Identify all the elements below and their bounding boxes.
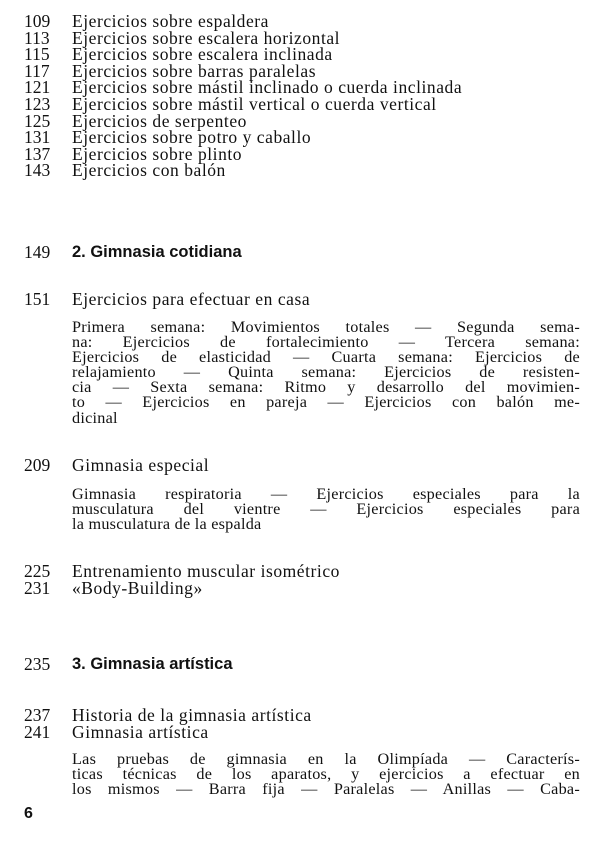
summary-line: los mismos — Barra fija — Paralelas — Anillas — Caba- bbox=[72, 780, 580, 799]
toc-entry-summary bbox=[72, 320, 580, 426]
summary-line: musculatura del vientre — Ejercicios especiales para bbox=[72, 500, 580, 519]
toc-entry-title: Ejercicios de serpenteo bbox=[72, 110, 247, 131]
chapter-title: 3. Gimnasia artística bbox=[72, 655, 233, 673]
toc-entry-title: Historia de la gimnasia artística bbox=[72, 705, 312, 725]
toc-page-number: 237 bbox=[24, 705, 51, 725]
toc-page-number: 121 bbox=[24, 77, 51, 98]
summary-line: cia — Sexta semana: Ritmo y desarrollo del movimien- bbox=[72, 378, 580, 397]
toc-entry-title: Ejercicios sobre potro y caballo bbox=[72, 127, 312, 148]
toc-page-number: 123 bbox=[24, 94, 51, 114]
summary-line: dicinal bbox=[72, 408, 118, 427]
summary-line: Primera semana: Movimientos totales — Segunda sema- bbox=[72, 318, 580, 336]
toc-entry-title: Ejercicios sobre escalera horizontal bbox=[72, 27, 341, 48]
toc-entry-title: Ejercicios para efectuar en casa bbox=[72, 289, 311, 309]
toc-page-number: 209 bbox=[24, 455, 51, 475]
toc-entry-title: Ejercicios con balón bbox=[72, 160, 226, 181]
toc-page-number: 231 bbox=[24, 577, 51, 598]
toc-page-number: 125 bbox=[24, 110, 51, 131]
toc-page-number: 137 bbox=[24, 143, 51, 164]
toc-entry-title: Gimnasia especial bbox=[72, 455, 210, 475]
summary-line: na: Ejercicios de fortalecimiento — Tercera semana: bbox=[72, 333, 580, 352]
toc-page-number: 109 bbox=[24, 11, 51, 31]
chapter-title: 2. Gimnasia cotidiana bbox=[72, 243, 242, 261]
summary-line: Las pruebas de gimnasia en la Olimpíada — Caracterís- bbox=[72, 750, 580, 768]
toc-page-number: 225 bbox=[24, 561, 51, 581]
summary-line: to — Ejercicios en pareja — Ejercicios con balón me- bbox=[72, 393, 580, 412]
page-number-footer: 6 bbox=[24, 805, 33, 822]
toc-page-number: 113 bbox=[24, 27, 50, 48]
toc-entry-title: Ejercicios sobre mástil vertical o cuerda vertical bbox=[72, 94, 437, 114]
toc-page-number: 143 bbox=[24, 160, 51, 181]
toc-entry-title: Ejercicios sobre espaldera bbox=[72, 11, 269, 31]
summary-line: relajamiento — Quinta semana: Ejercicios de resisten- bbox=[72, 363, 580, 382]
toc-entry-title: «Body-Building» bbox=[72, 577, 203, 598]
toc-page-number: 131 bbox=[24, 127, 51, 148]
toc-entry-title: Ejercicios sobre mástil inclinado o cuerda inclinada bbox=[72, 77, 463, 98]
summary-line: ticas técnicas de los aparatos, y ejercicios a efectuar en bbox=[72, 765, 580, 784]
toc-entry-title: Ejercicios sobre barras paralelas bbox=[72, 60, 317, 81]
summary-line: Gimnasia respiratoria — Ejercicios especiales para la bbox=[72, 485, 580, 503]
toc-page-number: 149 bbox=[24, 242, 51, 262]
toc-page-number: 117 bbox=[24, 60, 50, 81]
summary-line: Ejercicios de elasticidad — Cuarta semana: Ejercicios de bbox=[72, 348, 580, 367]
toc-entry-title: Entrenamiento muscular isométrico bbox=[72, 561, 340, 581]
toc-page-number: 235 bbox=[24, 654, 51, 674]
toc-entry-title: Ejercicios sobre plinto bbox=[72, 143, 243, 164]
toc-entry-summary bbox=[72, 487, 580, 532]
toc-page-number: 151 bbox=[24, 289, 51, 309]
toc-entry-title: Gimnasia artística bbox=[72, 721, 209, 742]
summary-line: la musculatura de la espalda bbox=[72, 515, 262, 534]
toc-page-number: 241 bbox=[24, 721, 51, 742]
toc-entry-summary bbox=[72, 752, 580, 797]
toc-entry-title: Ejercicios sobre escalera inclinada bbox=[72, 44, 333, 65]
toc-page-number: 115 bbox=[24, 44, 50, 65]
